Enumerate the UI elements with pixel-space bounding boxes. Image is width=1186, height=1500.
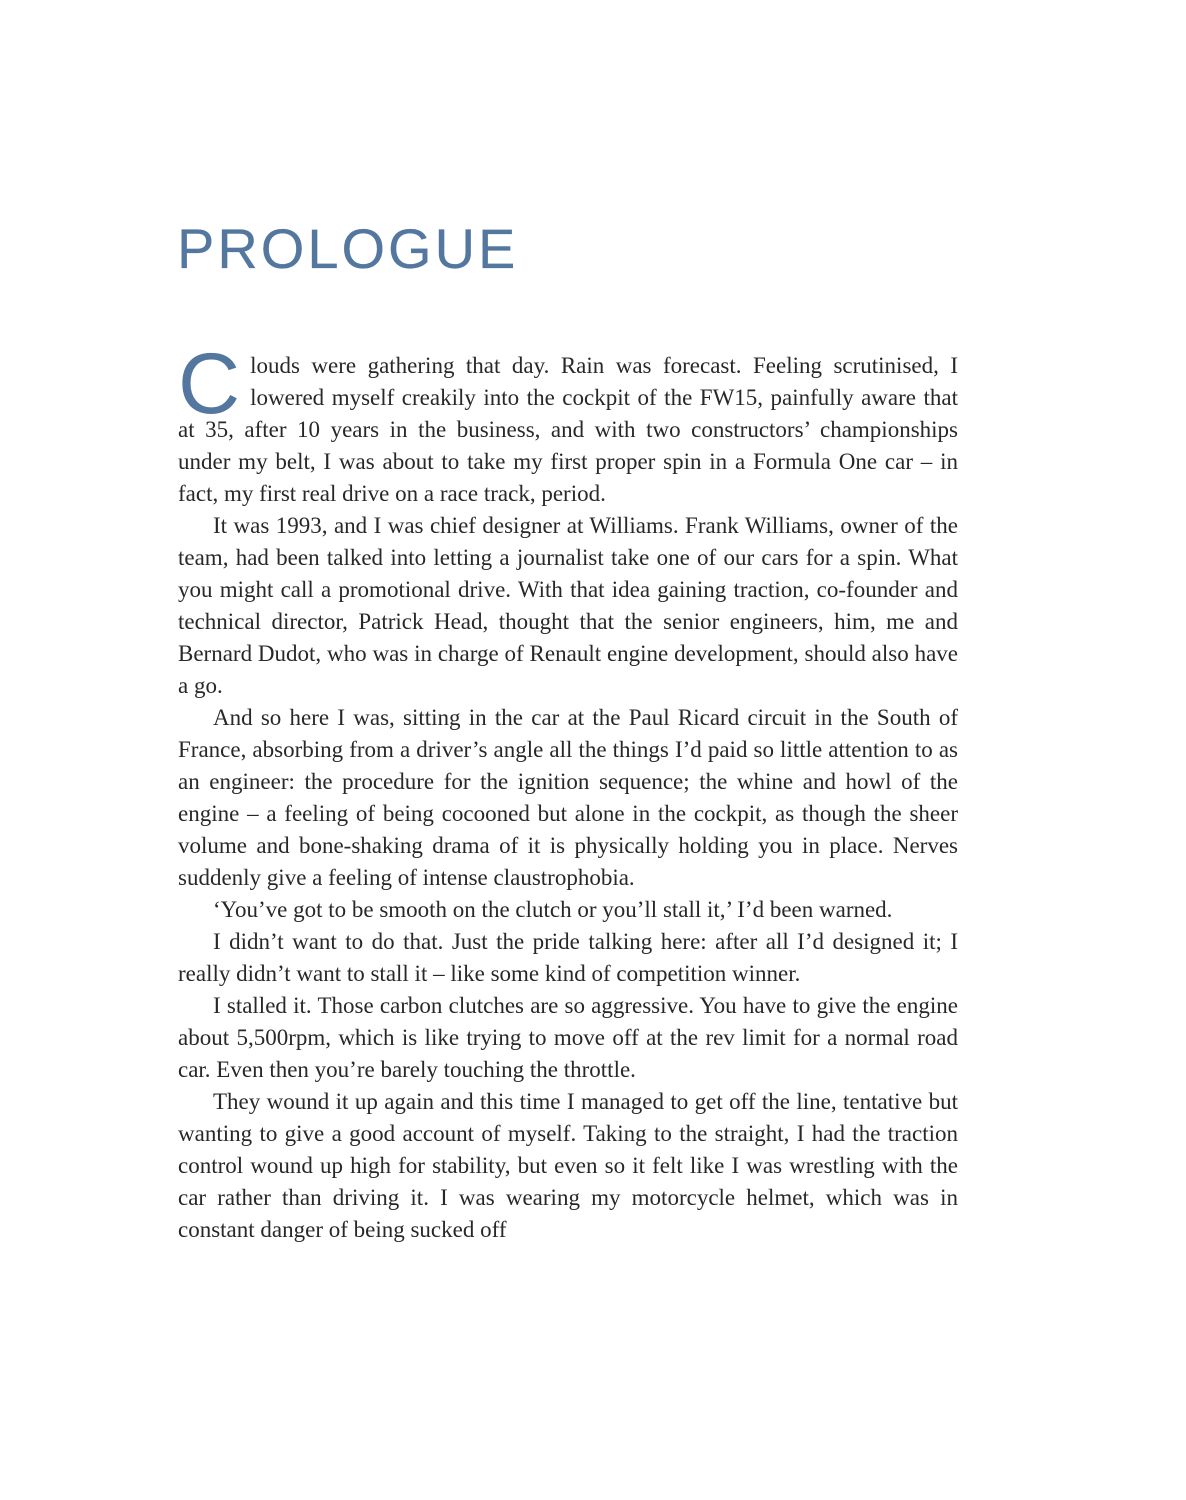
paragraph: I stalled it. Those carbon clutches are so aggressive. You have to give the engine about 5,500rpm, which is like trying to move off at the rev limit for a normal road car. Even then you’re barely touching the throttle. [178,993,958,1082]
paragraph: And so here I was, sitting in the car at the Paul Ricard circuit in the South of France, absorbing from a driver’s angle all the things I’d paid so little attention to as an engineer: the procedure for the ignition sequence; the whine and howl of the engine – a feeling of being cocooned but alone in the cockpit, as though the sheer volume and bone-shaking drama of it is physically holding you in place. Nerves suddenly give a feeling of intense claustrophobia. [178,705,958,890]
paragraph: They wound it up again and this time I managed to get off the line, tentative but wanting to give a good account of myself. Taking to the straight, I had the traction control wound up high for stability, but even so it felt like I was wrestling with the car rather than driving it. I was wearing my motorcycle helmet, which was in constant danger of being sucked off [178,1089,958,1242]
drop-cap-letter: C [178,336,241,432]
paragraph: ‘You’ve got to be smooth on the clutch or you’ll stall it,’ I’d been warned. [213,897,893,922]
paragraph: It was 1993, and I was chief designer at Williams. Frank Williams, owner of the team, had been talked into letting a journalist take one of our cars for a spin. What you might call a promotional drive. With that idea gaining traction, co-founder and technical director, Patrick Head, thought that the senior engineers, him, me and Bernard Dudot, who was in charge of Renault engine development, should also have a go. [178,513,958,698]
chapter-title: PROLOGUE [177,217,519,280]
paragraph-opening [178,336,958,510]
body-text [178,336,958,1246]
paragraph: I didn’t want to do that. Just the pride talking here: after all I’d designed it; I really didn’t want to stall it – like some kind of competition winner. [178,929,958,986]
paragraph-text: louds were gathering that day. Rain was forecast. Feeling scrutinised, I lowered myself creakily into the cockpit of the FW15, painfully aware that at 35, after 10 years in the business, and with two constructors’ championships under my belt, I was about to take my first proper spin in a Formula One car – in fact, my first real drive on a race track, period. [178,353,958,506]
